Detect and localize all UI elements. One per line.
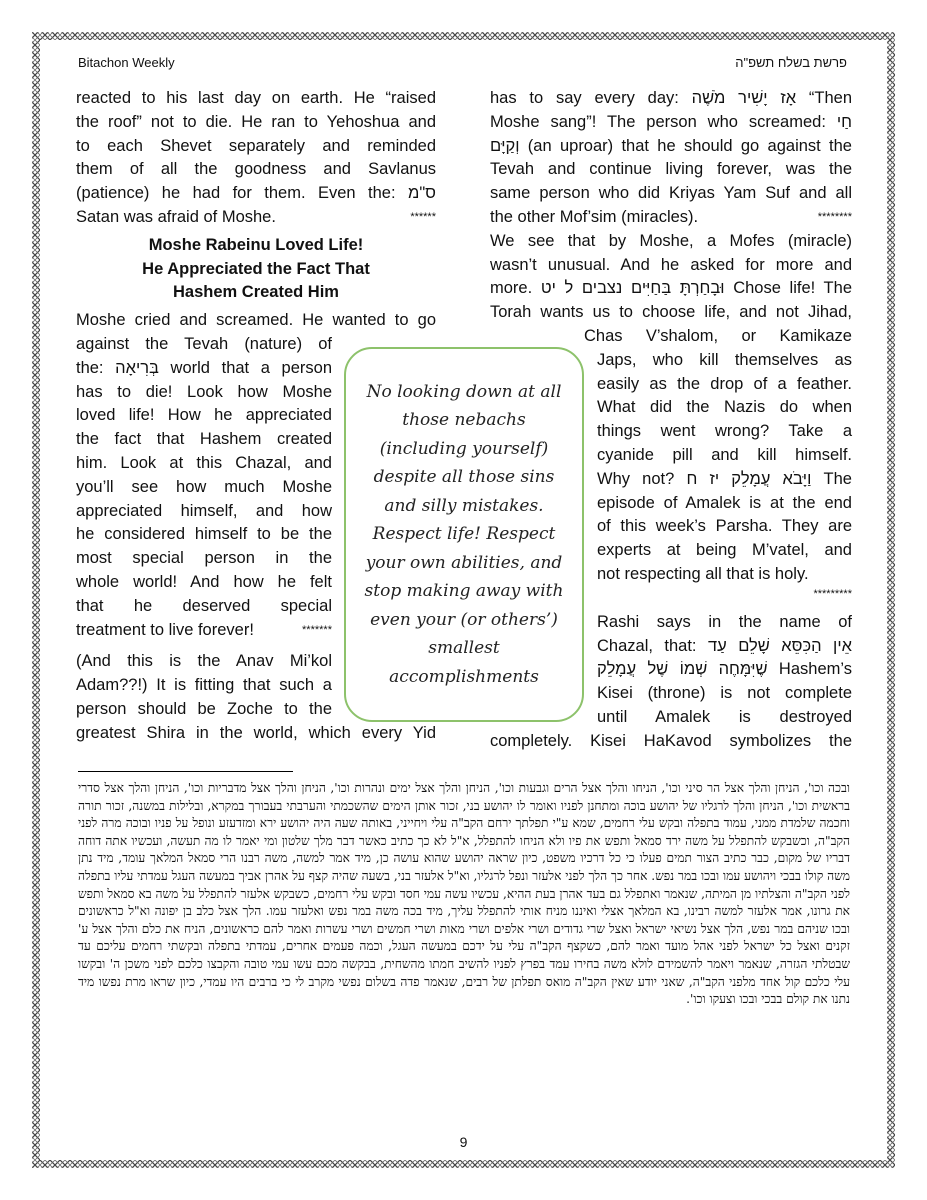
text-line: to each Shevet separately and reminded [76,136,436,155]
text-line: person should be Zoche to the [76,699,332,718]
text-line: them of all the goodness and Savlanus [76,160,436,179]
text-line: שֶׁיִּמָּחֶה שְׁמוֹ שֶׁל עֲמָלֵק Hashem’s [597,660,852,679]
text-line: appreciated himself, and how [76,501,332,520]
text-line: the: בְּרִיאָה world that a person [76,358,332,377]
text-line: Moshe cried and screamed. He wanted to go [76,311,436,330]
text-line: more. וּבָחַרְתָּ בַּחַיִּים נצבים ל יט Chose life! The [490,279,852,298]
text-line: of this week’s Parsha. They are [597,517,852,536]
text-fragment: the other Mof’sim (miracles). [490,207,699,226]
text-line: Adam??!) It is fitting that such a [76,676,332,695]
section-heading [76,234,436,305]
parsha-title: פרשת בשלח תשפ"ה [735,55,847,70]
text-line: What did the Nazis do when [597,398,852,417]
page-number: 9 [459,1134,468,1150]
footnote-divider [78,771,293,772]
text-line: until Amalek is destroyed [597,707,852,726]
text-line: wasn’t unusual. And he asked for more and [490,255,852,274]
text-line: things went wrong? Take a [597,422,852,441]
text-line: has to die! Look how Moshe [76,382,332,401]
text-line: Chas V’shalom, or Kamikaze [584,326,852,345]
text-line: Japs, who kill themselves as [597,350,852,369]
text-line: (patience) he had for them. Even the: ס"מ [76,184,436,203]
text-line: same person who did Kriyas Yam Suf and all [490,184,852,203]
text-line: episode of Amalek is at the end [597,493,852,512]
text-line: (And this is the Anav Mi’kol [76,652,332,671]
separator-stars: ******* [302,623,332,636]
text-line: Rashi says in the name of [597,612,852,631]
text-line: you’ll see how much Moshe [76,477,332,496]
text-line: Chazal, that: אֵין הַכִּסֵּא שָׁלֵם עַד [597,636,852,655]
text-line: easily as the drop of a feather. [597,374,852,393]
text-line: that he deserved special [76,596,332,615]
text-line: experts at being M’vatel, and [597,541,852,560]
pull-quote-text: No looking down at all those nebachs (including yourself) despite all those sins and silly mistakes. Respect life! Respect your own abilities, and stop making away with even your (or others’) smallest accomplishments [364,381,564,687]
heading-line: He Appreciated the Fact That [142,259,370,278]
text-line: he considered himself to be the [76,525,332,544]
text-line: greatest Shira in the world, which every Yid [76,723,436,742]
pull-quote-box [344,347,584,722]
heading-line: Moshe Rabeinu Loved Life! [148,235,364,254]
text-line: the fact that Hashem created [76,430,332,449]
text-line [490,206,852,230]
text-line: Torah wants us to choose life, and not Jihad, [490,303,852,322]
text-line: whole world! And how he felt [76,572,332,591]
text-line: Tevah and continue living forever, was the [490,160,852,179]
text-line: Why not? וַיָּבֹא עֲמָלֵק יז ח The [597,469,852,488]
text-fragment: treatment to live forever! [76,620,254,639]
newsletter-title: Bitachon Weekly [78,55,175,70]
text-line: completely. Kisei HaKavod symbolizes the [490,731,852,750]
separator-stars: ****** [410,210,436,223]
text-line: against the Tevah (nature) of [76,334,332,353]
text-line: him. Look at this Chazal, and [76,453,332,472]
text-line: loved life! How he appreciated [76,406,332,425]
text-line: Moshe sang”! The person who screamed: חַי [490,112,852,131]
text-line [76,619,332,643]
text-line [76,206,436,230]
separator-stars: ******** [817,210,852,223]
text-line: Kisei (throne) is not complete [597,684,852,703]
text-line: We see that by Moshe, a Mofes (miracle) [490,231,852,250]
separator-stars: ********* [813,587,852,600]
text-line: cyanide pill and kill himself. [597,445,852,464]
text-line: has to say every day: אָז יָשִׁיר מֹשֶׁה “Then [490,89,852,107]
text-line: not respecting all that is holy. [597,564,809,583]
text-fragment: Satan was afraid of Moshe. [76,207,276,226]
text-line: וְקַיָּם (an uproar) that he should go against the [490,136,852,155]
hebrew-footnote: ובכה וכו', הניחן והלך אצל הר סיני וכו', הניחו והלך אצל הרים וגבעות וכו', הניחן והלך אצל ימים ונהרות וכו', הניחן והלך אצל מדבריות וכו', הניחן והלך אצל סדרי בראשית וכו', הניחן והלך לרגליו של יהושע בוכה ומתחנן לפניו ואומר לו יהושע בני, זכור אותן הימים שהשכמתי והערבתי בעבורך במקרא, ובלילות במשנה, זכור תורה וחכמה שלמדת ממני, עמוד בתפלה ובקש עלי רחמים, שמא ע"י תפלתך ירחם הקב"ה עלי ויחייני, באותה שעה היה יהושע ירא ומזדעזע ונופל על פניו ובוכה מרה לפני הקב"ה, וכשבקש להתפלל על משה ירד סמאל ותפש את פיו ולא הניחו להתפלל, א"ל לא כך כתיב כאשר דבר מלך שלטון ומי יאמר לו מה תעשה, ועכשיו אתה דוחה דבריו של מקום, כבר כתיב הצור תמים פעלו כי כל דרכיו משפט, כיון שראה יהושע שהוא עושה כן, מיד אמר למשה, משה רבנו הרי סמאל המלאך עומד, מיד נתן משה קולו בבכי ויהושע עמו ובכו במר נפש. אחר כך הלך לפני אלעזר ונפל לרגליו, וא"ל אלעזר בני, בשעה שהיה קצף על אהרן אביך במעשה העגל עמדתי עליו בתפלה לפני הקב"ה והצלתיו מן המיתה, שנאמר ואתפלל גם בעד אהרן בעת ההיא, עכשיו עשה עמי חסד ובקש עלי רחמים, כשבקש אלעזר להתפלל על משה בא סמאל ותפש את גרונו, אמר אלעזר למשה רבינו, בא המלאך אצלי ואיננו מניח אותי להתפלל עליך, מיד בכה משה במר נפש ואלעזר עמו. הלך אצל כלב בן יפונה וא"ל כראשונים ובכו שניהם במר נפש, הלך אצל נשיאי ישראל ואצל שרי גדודים ושרי אלפים ושרי מאות ושרי חמשים ושרי עשרות ואמר להם כראשונים, הניח את כלם והלך אצל ע' זקנים ואצל כל ישראל לפני אהל מועד ואמר להם, כשקצף הקב"ה עלי על ידכם במעשה העגל, וכמה פעמים אחרים, עמדתי בתפלה ובקשתי רחמים עליכם עד שבטלתי הגזרה, שנאמר ויאמר להשמידם לולא משה בחירו עמד בפרץ לפניו להשיב חמתו מהשחית, בבקשה מכם עשו עמי טובה והקבצו כלכם לפני משכן ה' ובקשו עלי כלכם קול אחד מלפני הקב"ה, שאני יודע שאין הקב"ה מואס תפלתן של רבים, שנאמר פדה בשלום נפשי מקרב לי כי ברבים היו עמדי, כיון שראו מרת נפשו מיד נתנו את קולם בבכי ובכו וצעקו וכו'. [77,781,850,1007]
heading-line: Hashem Created Him [173,283,339,302]
text-line: the roof” not to die. He ran to Yehoshua and [76,112,436,131]
text-line: reacted to his last day on earth. He “raised [76,89,436,107]
text-line: most special person in the [76,549,332,568]
